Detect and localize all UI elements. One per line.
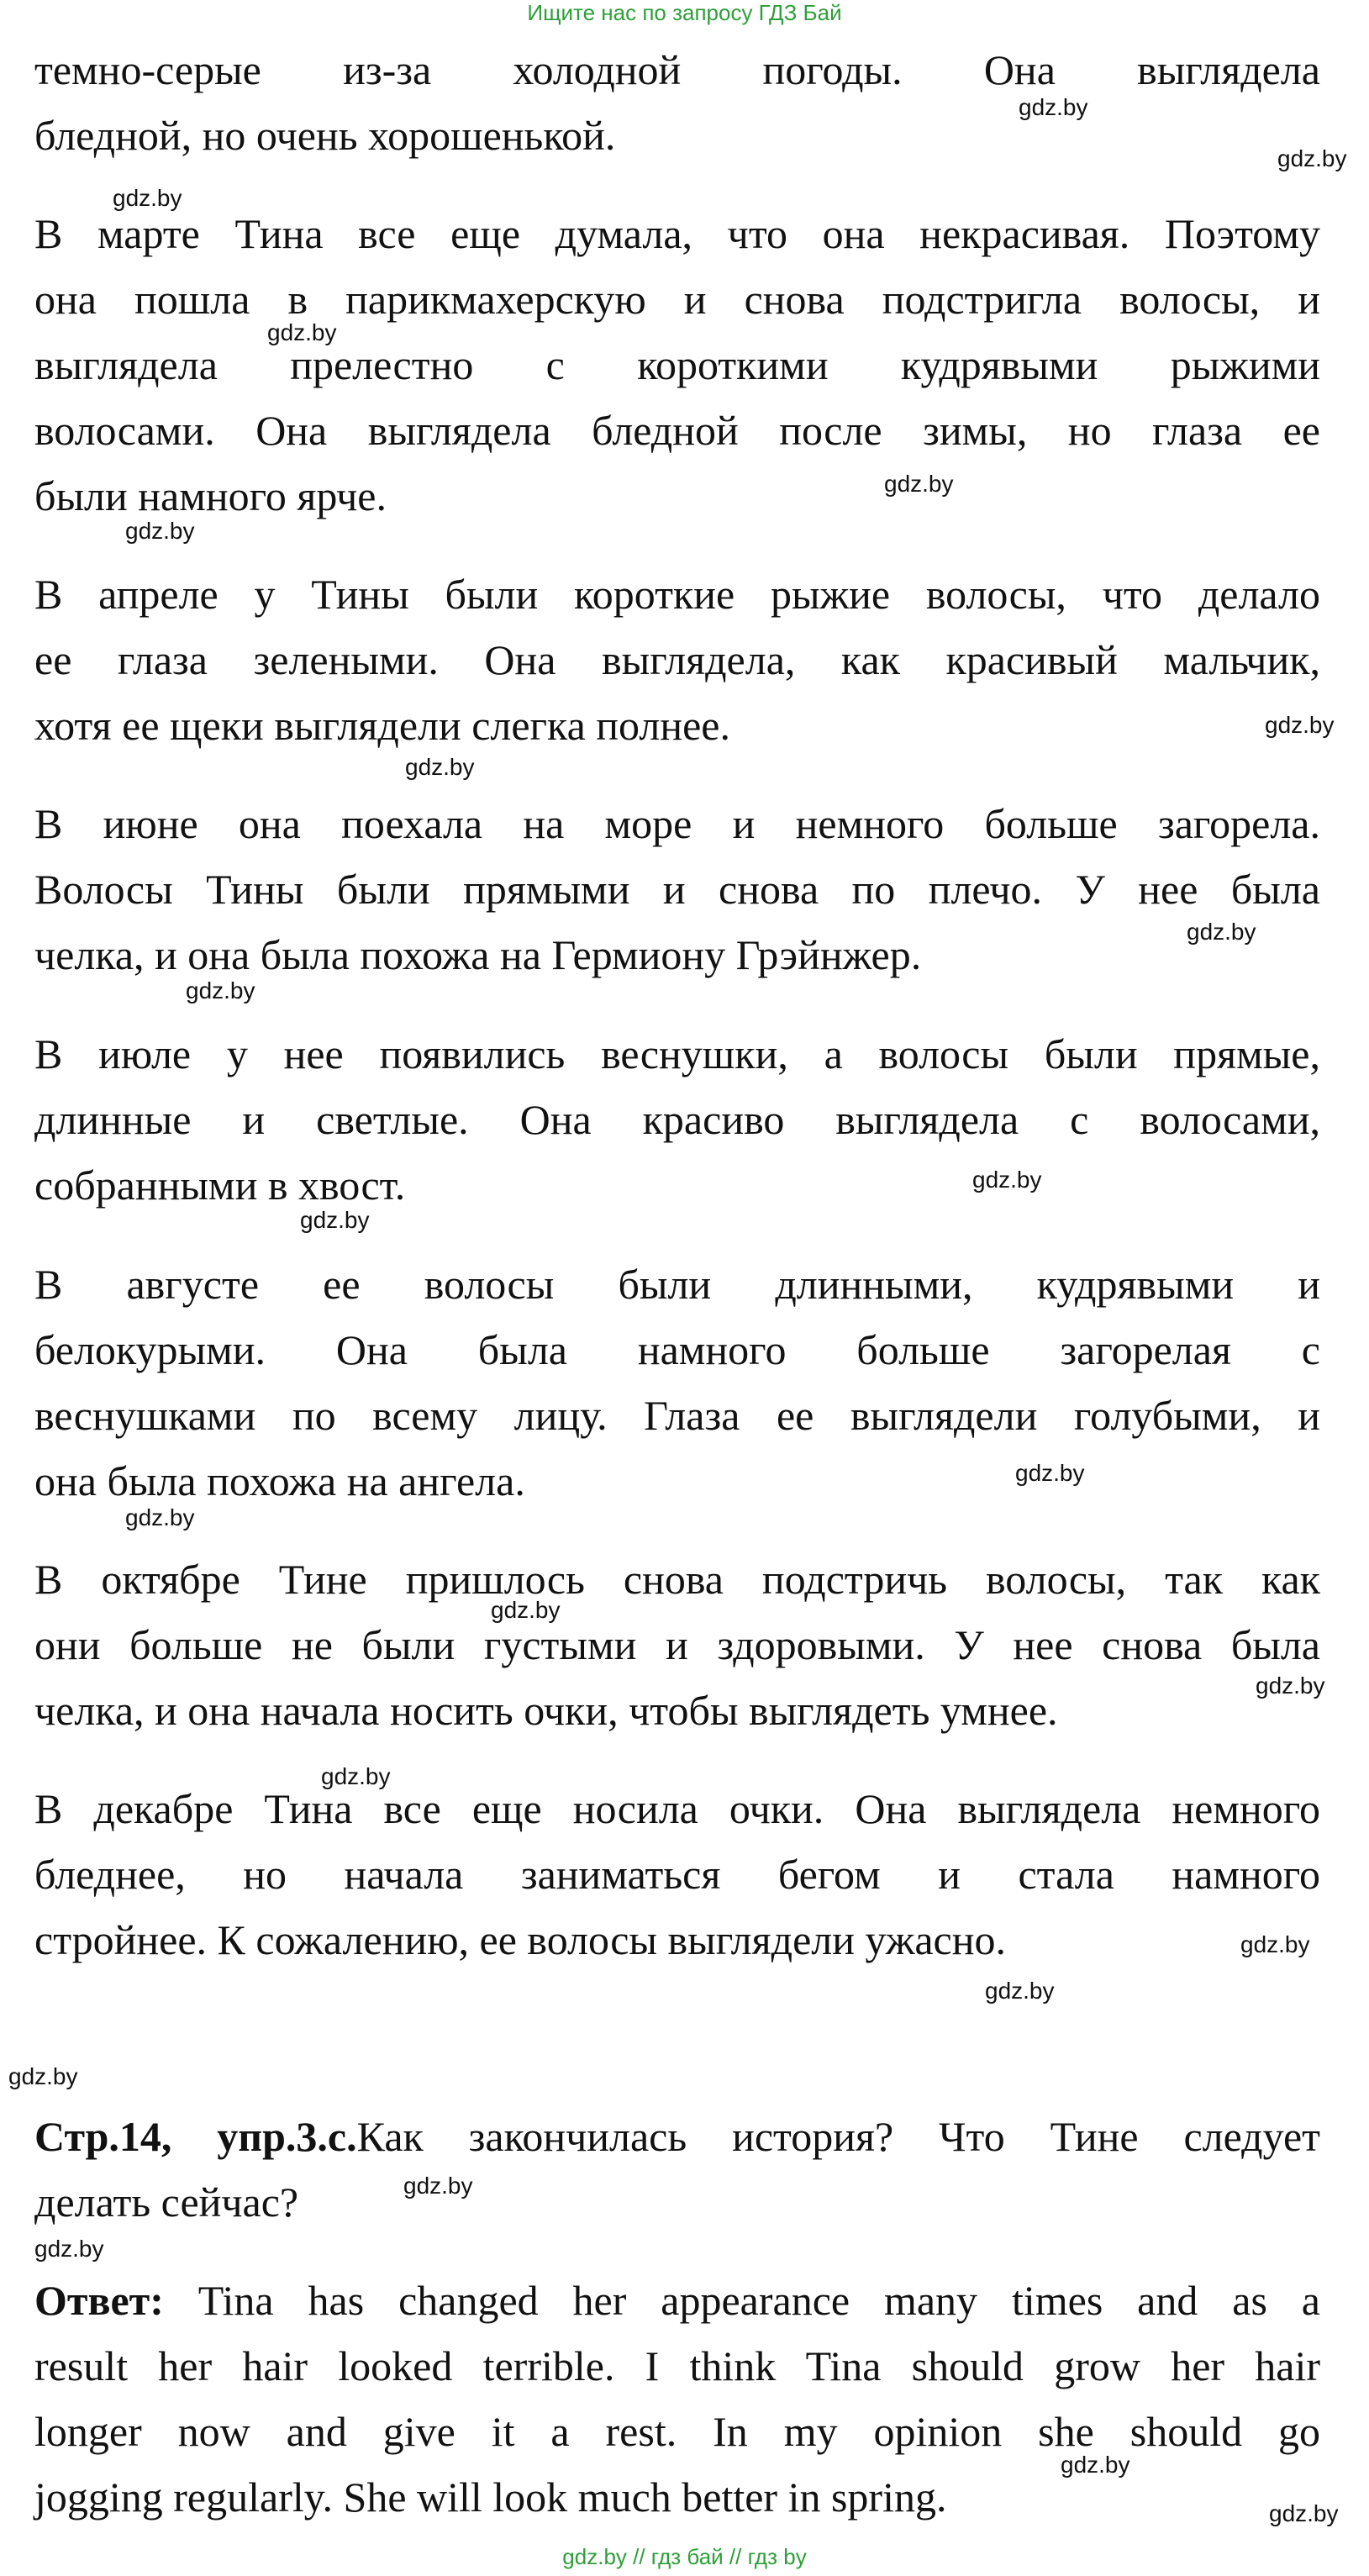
answer-block: [34, 2268, 1320, 2530]
text-line: В апреле у Тины были короткие рыжие волосы, что делало: [34, 571, 1320, 618]
answer-line: [34, 2268, 1320, 2333]
watermark: gdz.by: [34, 2236, 104, 2262]
paragraph-intro: [34, 37, 1320, 168]
paragraph-august: [34, 1251, 1320, 1514]
text-line: В октябре Тине пришлось снова подстричь волосы, так как: [34, 1556, 1320, 1603]
watermark: gdz.by: [1256, 1673, 1325, 1699]
watermark: gdz.by: [985, 1978, 1055, 2004]
watermark: gdz.by: [125, 1504, 195, 1530]
watermark: gdz.by: [972, 1167, 1042, 1193]
text-line: бледной, но очень хорошенькой.: [34, 112, 616, 159]
paragraph-july: [34, 1021, 1320, 1218]
text-line: В июне она поехала на море и немного больше загорела.: [34, 800, 1320, 847]
answer-label: Ответ:: [34, 2277, 164, 2324]
answer-text: Tina has changed her appearance many times and as a: [163, 2277, 1320, 2324]
watermark: gdz.by: [321, 1763, 391, 1789]
paragraph-april: [34, 561, 1320, 758]
text-line: темно-серые из-за холодной погоды. Она выглядела: [34, 46, 1320, 93]
watermark: gdz.by: [125, 518, 195, 544]
exercise-label: Стр.14, упр.3.с.: [34, 2113, 357, 2160]
watermark: gdz.by: [1240, 1931, 1310, 1957]
text-line: длинные и светлые. Она красиво выглядела с волосами,: [34, 1096, 1320, 1143]
text-line: выглядела прелестно с короткими кудрявыми рыжими: [34, 341, 1320, 388]
watermark: gdz.by: [113, 185, 182, 211]
watermark: gdz.by: [1061, 2452, 1130, 2478]
text-line: В июле у нее появились веснушки, а волосы были прямые,: [34, 1030, 1320, 1077]
watermark: gdz.by: [1187, 919, 1256, 945]
text-line: она пошла в парикмахерскую и снова подстригла волосы, и: [34, 276, 1320, 323]
watermark: gdz.by: [1265, 712, 1335, 738]
text-line: хотя ее щеки выглядели слегка полнее.: [34, 702, 730, 749]
watermark: gdz.by: [405, 754, 475, 780]
answer-line: result her hair looked terrible. I think Tina should grow her hair: [34, 2342, 1320, 2389]
text-line: челка, и она была похожа на Гермиону Грэйнжер.: [34, 931, 922, 978]
paragraph-june: [34, 791, 1320, 988]
watermark: gdz.by: [491, 1597, 561, 1623]
text-line: В декабре Тина все еще носила очки. Она выглядела немного: [34, 1785, 1320, 1832]
answer-line: jogging regularly. She will look much better in spring.: [34, 2473, 947, 2521]
text-line: челка, и она начала носить очки, чтобы выглядеть умнее.: [34, 1687, 1058, 1734]
exercise-question-text: Как закончилась история? Что Тине следует: [356, 2113, 1320, 2160]
footer-links[interactable]: gdz.by // гдз бай // гдз by: [562, 2544, 807, 2569]
text-line: В августе ее волосы были длинными, кудрявыми и: [34, 1261, 1320, 1308]
watermark: gdz.by: [1269, 2500, 1339, 2526]
watermark: gdz.by: [884, 471, 954, 497]
watermark: gdz.by: [1019, 94, 1088, 120]
top-banner[interactable]: Ищите нас по запросу ГДЗ Бай: [527, 0, 842, 25]
text-line: стройнее. К сожалению, ее волосы выглядели ужасно.: [34, 1916, 1007, 1963]
text-line: волосами. Она выглядела бледной после зимы, но глаза ее: [34, 407, 1320, 454]
watermark: gdz.by: [8, 2063, 78, 2089]
watermark: gdz.by: [1015, 1460, 1085, 1486]
paragraph-october: [34, 1546, 1320, 1743]
text-line: она была похожа на ангела.: [34, 1457, 525, 1504]
watermark: gdz.by: [1277, 145, 1347, 171]
paragraph-december: [34, 1776, 1320, 1973]
exercise-question: [34, 2104, 1320, 2235]
watermark: gdz.by: [186, 977, 255, 1004]
watermark: gdz.by: [403, 2173, 473, 2199]
answer-line: longer now and give it a rest. In my opinion she should go: [34, 2408, 1320, 2455]
watermark: gdz.by: [267, 319, 337, 345]
paragraph-march: [34, 201, 1320, 529]
watermark: gdz.by: [300, 1207, 370, 1233]
text-line: белокурыми. Она была намного больше загорелая с: [34, 1326, 1320, 1373]
exercise-question-line2: делать сейчас?: [34, 2178, 299, 2226]
text-line: собранными в хвост.: [34, 1162, 406, 1209]
text-line: Волосы Тины были прямыми и снова по плечо. У нее была: [34, 866, 1320, 913]
text-line: ее глаза зелеными. Она выглядела, как красивый мальчик,: [34, 636, 1320, 683]
text-line: веснушками по всему лицу. Глаза ее выглядели голубыми, и: [34, 1392, 1320, 1439]
text-line: бледнее, но начала заниматься бегом и стала намного: [34, 1851, 1320, 1898]
exercise-line: [34, 2104, 1320, 2169]
text-line: были намного ярче.: [34, 472, 387, 519]
text-line: В марте Тина все еще думала, что она некрасивая. Поэтому: [34, 210, 1320, 257]
text-line: они больше не были густыми и здоровыми. У нее снова была: [34, 1621, 1320, 1668]
